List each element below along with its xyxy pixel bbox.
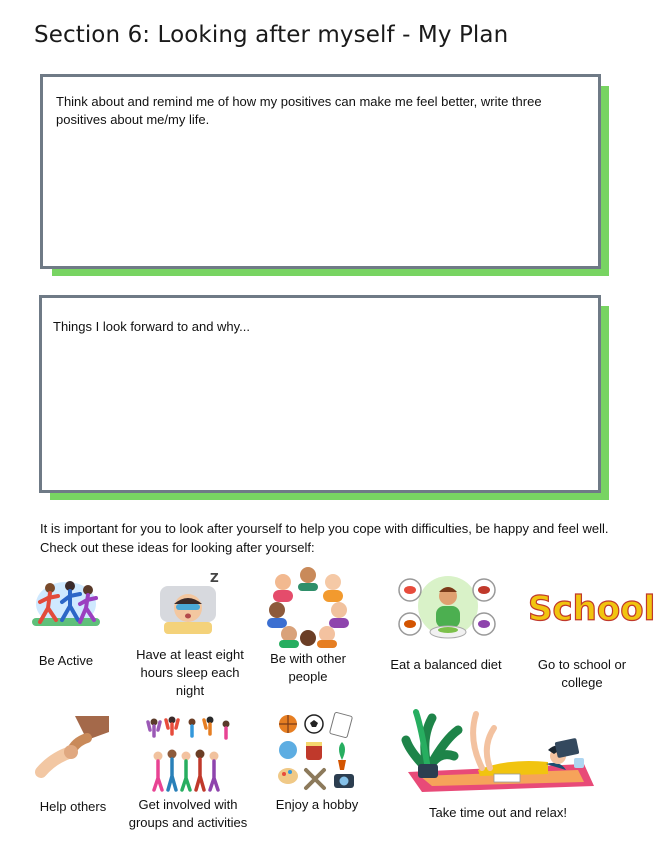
idea-sleep <box>132 568 248 698</box>
sleeping-person-icon <box>150 568 230 640</box>
running-people-icon <box>26 572 106 634</box>
idea-label: Have at least eight hours sleep each night <box>136 647 244 698</box>
school-word-text: School <box>528 589 656 629</box>
crowd-activities-icon <box>142 712 234 792</box>
school-word-icon <box>526 576 656 632</box>
look-forward-input[interactable] <box>52 358 588 480</box>
idea-label: Be Active <box>38 653 94 668</box>
group-of-people-icon <box>267 566 349 648</box>
idea-label: Eat a balanced diet <box>390 657 502 672</box>
idea-be-with-people <box>262 566 354 686</box>
idea-label: Enjoy a hobby <box>275 797 359 812</box>
idea-help-others <box>28 712 118 822</box>
intro-text: It is important for you to look after yourself to help you cope with difficulties, be happy and feel well. Check out these ideas for looking after yourself: <box>40 521 609 555</box>
idea-school <box>522 576 656 696</box>
positives-input[interactable] <box>53 137 588 256</box>
idea-label: Go to school or college <box>537 657 627 690</box>
relaxing-woman-icon <box>398 700 598 794</box>
helping-hands-icon <box>35 712 111 776</box>
look-forward-prompt: Things I look forward to and why... <box>53 319 251 334</box>
idea-hobby <box>262 712 372 822</box>
idea-balanced-diet <box>384 570 508 680</box>
idea-label: Take time out and relax! <box>428 805 568 820</box>
idea-groups-activities <box>124 712 252 834</box>
idea-be-active <box>20 572 112 672</box>
positives-box <box>40 74 601 269</box>
healthy-food-icon <box>396 570 496 644</box>
idea-label: Help others <box>39 799 107 814</box>
idea-relax <box>392 700 604 824</box>
page-title: Section 6: Looking after myself - My Plan <box>34 22 509 48</box>
idea-label: Get involved with groups and activities <box>128 797 248 830</box>
positives-prompt: Think about and remind me of how my positives can make me feel better, write three positives about me/my life. <box>56 94 542 127</box>
svg-text:Z: Z <box>210 571 219 585</box>
idea-label: Be with other people <box>270 651 346 684</box>
hobbies-icon <box>276 712 358 790</box>
look-forward-box <box>39 295 601 493</box>
